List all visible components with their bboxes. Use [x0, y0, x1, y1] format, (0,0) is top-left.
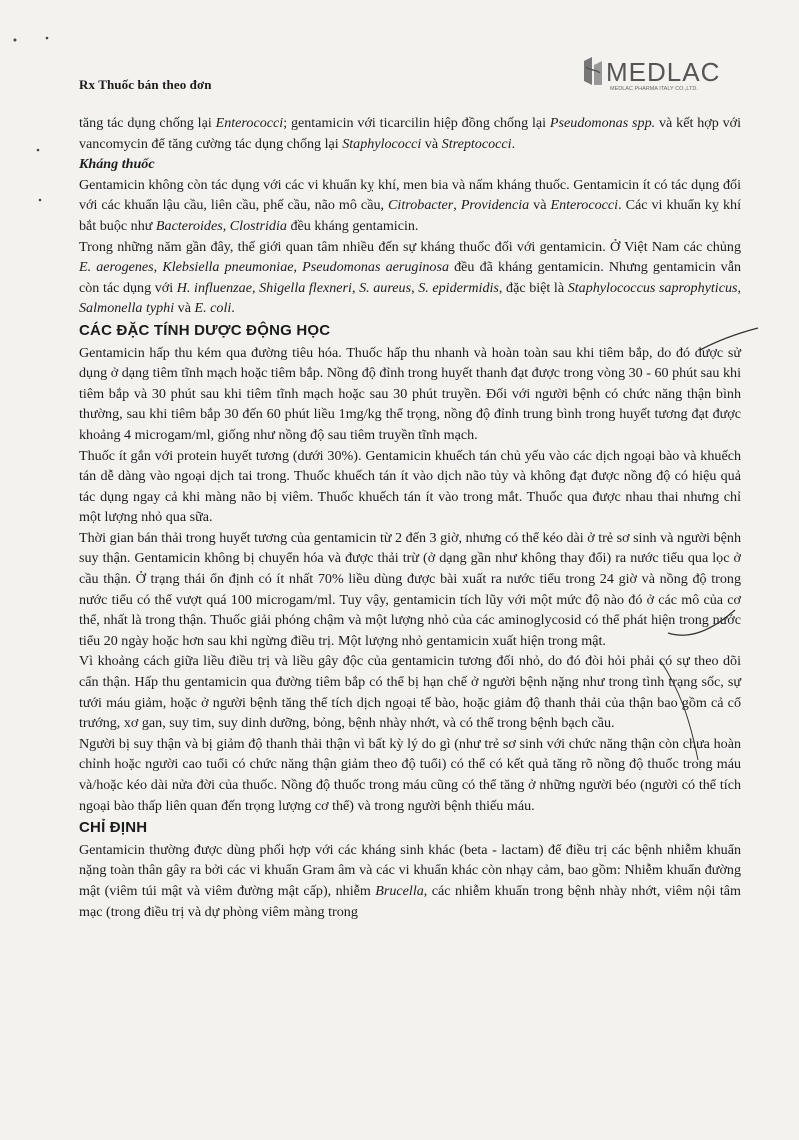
paragraph-pk-5: Người bị suy thận và bị giảm độ thanh thải thận vì bất kỳ lý do gì (như trẻ sơ sinh với chức năng thận còn chưa hoàn chỉnh hoặc người cao tuổi có chức năng thận giảm theo độ tuổi) có thể có kết quả tăng rõ nồng độ thuốc trong máu và/hoặc kéo dài nửa đời của thuốc. Nồng độ thuốc trong máu cũng có thể tăng ở những người béo (người có thể tích ngoại bào thấp liên quan đến trọng lượng cơ thể) và trong người bệnh thiếu máu.: [79, 735, 741, 814]
paragraph-pk-2: Thuốc ít gắn với protein huyết tương (dưới 30%). Gentamicin khuếch tán chủ yếu vào các dịch ngoại bào và khuếch tán dễ dàng vào ngoại dịch tai trong. Thuốc khuếch tán ít vào dịch não tủy và không đạt được nồng độ có hiệu quả tác dụng ngay cả khi màng não bị viêm. Thuốc khuếch tán ít vào trong mắt. Thuốc qua được nhau thai nhưng chỉ một lượng nhỏ qua sữa.: [79, 447, 741, 526]
paragraph-pk-4: Vì khoảng cách giữa liều điều trị và liều gây độc của gentamicin tương đối nhỏ, do đó đòi hỏi phải có sự theo dõi cẩn thận. Hấp thu gentamicin qua đường tiêm bắp có thể bị hạn chế ở người bệnh nặng như trong tình trạng sốc, sự tưới máu giảm, hoặc ở người bệnh tăng thể tích dịch ngoại tế bào, hoặc giảm độ thanh thải của thận bao gồm cả cổ trướng, xơ gan, suy tim, suy dinh dưỡng, bỏng, bệnh nhày nhớt, và có thể trong bệnh bạch cầu.: [79, 653, 741, 732]
heading-indications: CHỈ ĐỊNH: [79, 819, 148, 837]
paragraph-pk-3: Thời gian bán thải trong huyết tương của gentamicin từ 2 đến 3 giờ, nhưng có thể kéo dài ở trẻ sơ sinh và người bệnh suy thận. Gentamicin không bị chuyển hóa và được thải trừ (ở dạng gần như không thay đổi) ra nước tiểu qua lọc ở cầu thận. Ở trạng thái ổn định có ít nhất 70% liều dùng được bài xuất ra nước tiểu trong 24 giờ và nồng độ trong nước tiểu có thể vượt quá 100 microgam/ml. Tuy vậy, gentamicin tích lũy với một mức độ nào đó ở các mô của cơ thể, nhất là trong thận. Thuốc giải phóng chậm và một lượng nhỏ của các aminoglycosid có thể phát hiện trong nước tiểu 20 ngày hoặc hơn sau khi ngừng điều trị. Một lượng nhỏ gentamicin xuất hiện trong mật.: [79, 529, 741, 649]
heading-resistance: Kháng thuốc: [79, 156, 155, 173]
logo-subtext: MEDLAC PHARMA ITALY CO.,LTD.: [610, 86, 698, 92]
paragraph-synergy: tăng tác dụng chống lại Enterococci; gentamicin với ticarcilin hiệp đồng chống lại Pseudomonas spp. và kết hợp với vancomycin để tăng cường tác dụng chống lại Staphylococci và Streptococci.: [79, 115, 742, 152]
paragraph-resistance-2: Trong những năm gần đây, thế giới quan tâm nhiều đến sự kháng thuốc đối với gentamicin. Ở Việt Nam các chủng E. aerogenes, Klebsiella pneumoniae, Pseudomonas aeruginosa đều đã kháng gentamicin. Nhưng gentamicin vẫn còn tác dụng với H. influenzae, Shigella flexneri, S. aureus, S. epidermidis, đặc biệt là Staphylococcus saprophyticus, Salmonella typhi và E. coli.: [79, 238, 742, 317]
paragraph-indications-1: Gentamicin thường được dùng phối hợp với các kháng sinh khác (beta - lactam) để điều trị các bệnh nhiễm khuẩn nặng toàn thân gây ra bởi các vi khuẩn Gram âm và các vi khuẩn khác còn nhạy cảm, bao gồm: Nhiễm khuẩn đường mật (viêm túi mật và viêm đường mật cấp), nhiễm Brucella, các nhiễm khuẩn trong bệnh nhày nhớt, viêm nội tâm mạc (trong điều trị và dự phòng viêm màng trong: [79, 841, 741, 920]
medlac-logo: [580, 55, 730, 95]
rx-header-label: Rx Thuốc bán theo đơn: [79, 77, 212, 92]
heading-pharmacokinetics: CÁC ĐẶC TÍNH DƯỢC ĐỘNG HỌC: [79, 321, 331, 339]
paragraph-resistance-1: Gentamicin không còn tác dụng với các vi khuẩn kỵ khí, men bia và nấm kháng thuốc. Gentamicin ít có tác dụng đối với các khuẩn lậu cầu, liên cầu, phế cầu, não mô cầu, Citrobacter, Providencia và Enterococci. Các vi khuẩn kỵ khí bắt buộc như Bacteroides, Clostridia đều kháng gentamicin.: [79, 176, 742, 234]
logo-text: MEDLAC: [606, 57, 721, 87]
document-body: [79, 113, 741, 922]
paragraph-pk-1: Gentamicin hấp thu kém qua đường tiêu hóa. Thuốc hấp thu nhanh và hoàn toàn sau khi tiêm bắp, do đó được sử dụng ở dạng tiêm tĩnh mạch hoặc tiêm bắp. Nồng độ đỉnh trong huyết thanh đạt được trong vòng 30 - 60 phút sau khi tiêm bắp và 30 phút sau khi tiêm tĩnh mạch hoặc sau 30 phút truyền. Đối với người bệnh có chức năng thận bình thường, sau khi tiêm bắp 30 đến 60 phút liều 1mg/kg thể trọng, nồng độ đỉnh trung bình trong huyết tương đạt được khoảng 4 microgam/ml, giống như nồng độ sau tiêm truyền tĩnh mạch.: [79, 344, 741, 443]
medlac-mark-icon: [580, 55, 608, 89]
